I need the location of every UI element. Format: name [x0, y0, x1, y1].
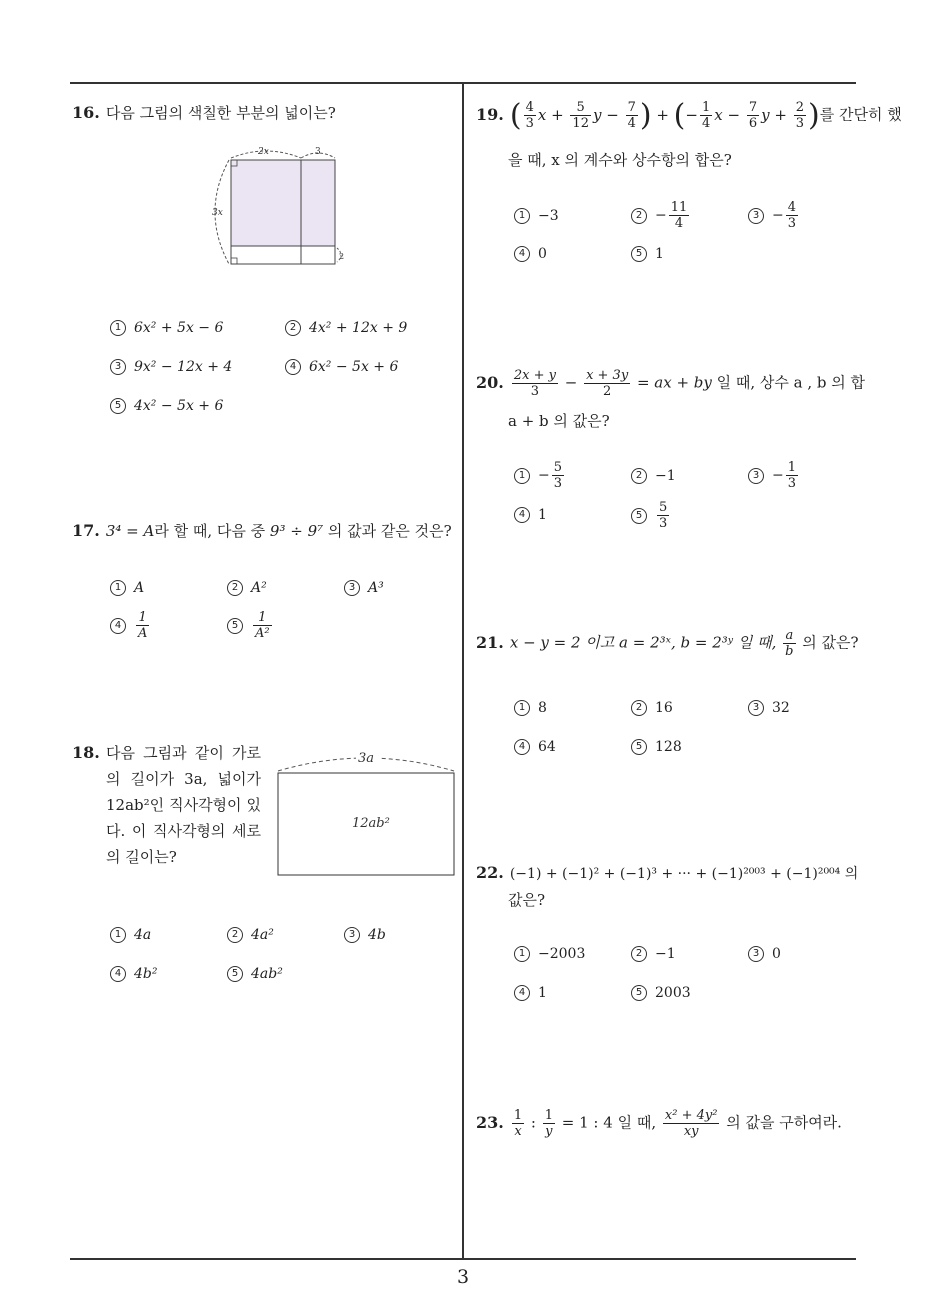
option-5[interactable]: 5 $\frac{1}{\text{A²}}$	[227, 610, 274, 641]
q16-figure	[205, 140, 355, 275]
option-1[interactable]: 1 −3	[514, 208, 559, 224]
question-text: 다음 그림의 색칠한 부분의 넓이는?	[105, 104, 336, 122]
question-20: 20. $\frac{2x + y}{3}$ − $\frac{x + 3y}{2}$ = ax + by 일 때, 상수 a , b 의 합	[476, 368, 866, 399]
option-3[interactable]: 3 0	[748, 946, 781, 962]
question-22-line2: 값은?	[508, 891, 546, 909]
option-3[interactable]: 3 9x² − 12x + 4	[110, 359, 232, 375]
label-top-2x: 2x	[258, 147, 269, 157]
column-divider	[462, 82, 464, 1260]
option-4[interactable]: 4 6x² − 5x + 6	[285, 359, 398, 375]
option-2[interactable]: 2 −1	[631, 946, 676, 962]
option-1[interactable]: 1 8	[514, 700, 547, 716]
option-3[interactable]: 3 32	[748, 700, 790, 716]
question-23: 23. $\frac{1}{x}$ : $\frac{1}{y}$ = 1 : 4 일 때, $\frac{\text{x² + 4y²}}{xy}$ 의 값을 구하여라.	[476, 1108, 842, 1139]
option-2[interactable]: 2 4a²	[227, 927, 274, 943]
question-16	[72, 100, 336, 126]
question-19: 19. ( $\frac{4}{3}$ x + $\frac{5}{12}$ y − $\frac{7}{4}$ ) + (− $\frac{1}{4}$ x − $\frac{7}{6}$ y + $\frac{2}{3}$ )를 간단히 했	[476, 97, 902, 133]
page-number: 3	[456, 1266, 470, 1288]
bottom-rule	[70, 1258, 856, 1260]
option-1[interactable]: 1 − $\frac{5}{3}$	[514, 460, 566, 491]
option-5[interactable]: 5 4ab²	[227, 966, 283, 982]
question-22: 22. (−1) + (−1)² + (−1)³ + ··· + (−1)²⁰⁰³ + (−1)²⁰⁰⁴ 의	[476, 863, 859, 882]
label-12ab2: 12ab²	[352, 816, 390, 831]
option-4[interactable]: 4 4b²	[110, 966, 157, 982]
label-top-3: 3	[315, 147, 321, 157]
option-1[interactable]: 1 4a	[110, 927, 151, 943]
q19-expression: ( $\frac{4}{3}$ x + $\frac{5}{12}$ y − $\frac{7}{4}$ ) + (− $\frac{1}{4}$ x − $\frac{7}{6}$ y + $\frac{2}{3}$ )	[509, 97, 820, 133]
option-3[interactable]: 3 4b	[344, 927, 386, 943]
option-3[interactable]: 3 A³	[344, 580, 384, 596]
option-5[interactable]: 5 $\frac{5}{3}$	[631, 500, 671, 531]
question-17: 17. 3⁴ = A라 할 때, 다음 중 9³ ÷ 9⁷ 의 값과 같은 것은?	[72, 521, 452, 540]
label-left-3x: 3x	[212, 208, 223, 218]
question-18-text: 다음 그림과 같이 가로의 길이가 3a, 넓이가 12ab²인 직사각형이 있다. 이 직사각형의 세로의 길이는?	[106, 744, 261, 866]
option-4[interactable]: 4 1	[514, 507, 547, 523]
option-2[interactable]: 2 A²	[227, 580, 267, 596]
option-4[interactable]: 4 0	[514, 246, 547, 262]
option-5[interactable]: 5 1	[631, 246, 664, 262]
option-2[interactable]: 2 − $\frac{11}{4}$	[631, 200, 691, 231]
question-19-line2: 을 때, x 의 계수와 상수항의 합은?	[508, 151, 732, 169]
option-3[interactable]: 3 − $\frac{1}{3}$	[748, 460, 800, 491]
option-1[interactable]: 1 A	[110, 580, 144, 596]
option-3[interactable]: 3 − $\frac{4}{3}$	[748, 200, 800, 231]
option-1[interactable]: 1 6x² + 5x − 6	[110, 320, 223, 336]
q18-figure	[272, 745, 462, 880]
question-18-number: 18.	[72, 743, 100, 762]
option-5[interactable]: 5 4x² − 5x + 6	[110, 398, 223, 414]
option-4[interactable]: 4 64	[514, 739, 556, 755]
option-4[interactable]: 4 1	[514, 985, 547, 1001]
option-2[interactable]: 2 16	[631, 700, 673, 716]
question-number: 16.	[72, 103, 100, 122]
option-5[interactable]: 5 128	[631, 739, 682, 755]
option-1[interactable]: 1 −2003	[514, 946, 585, 962]
label-right-2: 2	[339, 252, 345, 261]
option-5[interactable]: 5 2003	[631, 985, 691, 1001]
option-2[interactable]: 2 −1	[631, 468, 676, 484]
option-4[interactable]: 4 $\frac{1}{A}$	[110, 610, 151, 641]
question-20-line2: a + b 의 값은?	[508, 412, 610, 430]
label-3a: 3a	[358, 751, 375, 766]
question-21: 21. x − y = 2 이고 a = 2³ˣ, b = 2³ʸ 일 때, $\frac{a}{b}$ 의 값은?	[476, 628, 859, 659]
option-2[interactable]: 2 4x² + 12x + 9	[285, 320, 407, 336]
